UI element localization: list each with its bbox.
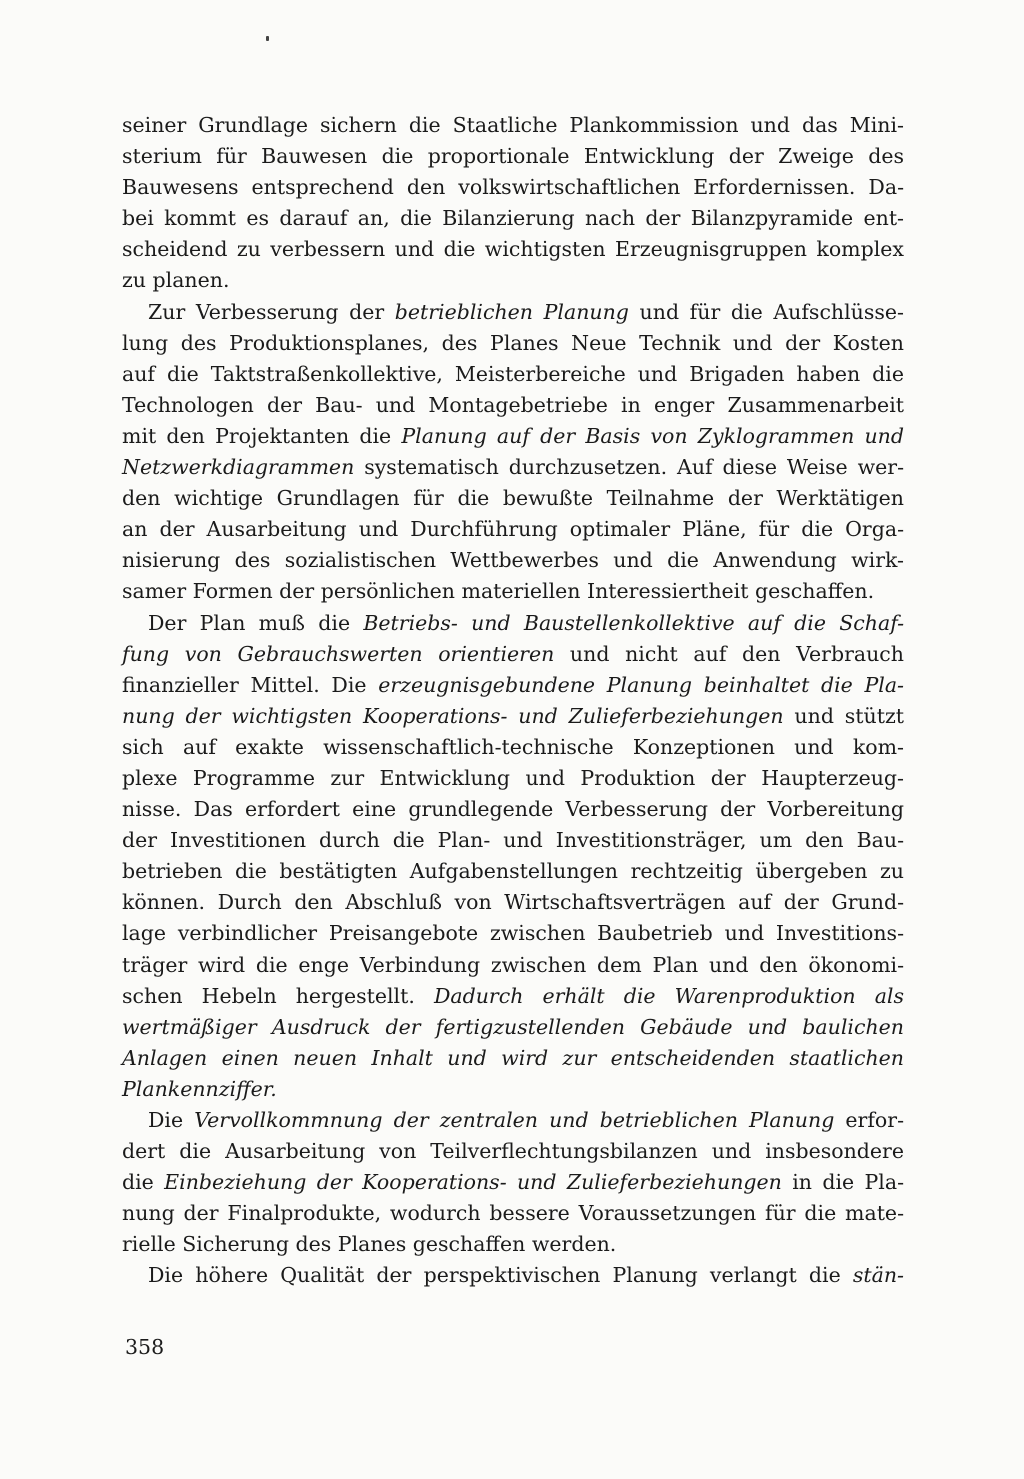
text-run: nisierung des sozialistischen Wettbewerbes und die Anwendung wirk- — [122, 548, 904, 573]
text-run: rielle Sicherung des Planes geschaffen werden. — [122, 1232, 617, 1257]
italic-text: fung von Gebrauchswerten orientieren — [122, 641, 555, 666]
paragraph — [122, 1260, 904, 1291]
paragraph — [122, 608, 904, 1106]
text-line — [122, 918, 904, 949]
text-run: Die — [148, 1108, 195, 1132]
text-run: lage verbindlicher Preisangebote zwischen Baubetrieb und Investitions- — [122, 921, 904, 946]
text-run: an der Ausarbeitung und Durchführung optimaler Pläne, für die Orga- — [122, 517, 904, 542]
text-line — [122, 359, 904, 390]
text-line — [122, 1074, 904, 1105]
italic-text: Planung auf der Basis von Zyklogrammen und — [401, 423, 904, 448]
text-line — [122, 545, 904, 576]
text-run: auf die Taktstraßenkollektive, Meisterbereiche und Brigaden haben die — [122, 361, 904, 386]
paragraph — [122, 110, 904, 297]
text-line — [122, 825, 904, 856]
italic-text: erzeugnisgebundene Planung beinhaltet die Pla- — [378, 672, 904, 697]
text-run: scheidend zu verbessern und die wichtigsten Erzeugnisgruppen komplex — [122, 237, 904, 262]
text-line — [122, 576, 904, 607]
text-line — [122, 794, 904, 825]
text-run: den wichtige Grundlagen für die bewußte Teilnahme der Werktätigen — [122, 486, 904, 511]
text-run: plexe Programme zur Entwicklung und Produktion der Haupterzeug- — [122, 765, 904, 790]
text-run: können. Durch den Abschluß von Wirtschaftsverträgen auf der Grund- — [122, 890, 904, 915]
text-line — [122, 421, 904, 452]
text-line — [122, 1105, 904, 1136]
text-line — [122, 234, 904, 265]
text-run: und für die Aufschlüsse- — [628, 299, 904, 324]
paragraph — [122, 297, 904, 608]
text-run: betrieben die bestätigten Aufgabenstellungen rechtzeitig übergeben zu — [122, 859, 904, 884]
text-line — [122, 1260, 904, 1291]
text-line — [122, 732, 904, 763]
text-run: finanzieller Mittel. Die — [122, 672, 379, 697]
text-line — [122, 608, 904, 639]
text-line — [122, 110, 904, 141]
italic-text: Plankennziffer. — [122, 1076, 277, 1101]
text-line — [122, 1012, 904, 1043]
text-run: zu planen. — [122, 268, 230, 293]
text-line — [122, 452, 904, 483]
text-line — [122, 297, 904, 328]
italic-text: wertmäßiger Ausdruck der fertigzustellenden Gebäude und baulichen — [122, 1014, 904, 1039]
text-run: und stützt — [783, 703, 904, 728]
text-run: die — [122, 1170, 165, 1195]
text-line — [122, 887, 904, 918]
italic-text: Einbeziehung der Kooperations- und Zulieferbeziehungen — [164, 1170, 782, 1195]
text-line — [122, 141, 904, 172]
text-run: Die höhere Qualität der perspektivischen Planung verlangt die — [148, 1263, 853, 1288]
italic-text: nung der wichtigsten Kooperations- und Zulieferbeziehungen — [122, 703, 784, 728]
text-line — [122, 670, 904, 701]
italic-text: Vervollkommnung der zentralen und betrieblichen Planung — [194, 1108, 835, 1132]
text-line — [122, 701, 904, 732]
text-line — [122, 172, 904, 203]
text-run: Zur Verbesserung der — [148, 299, 395, 324]
text-line — [122, 981, 904, 1012]
text-run: in die Pla- — [781, 1170, 905, 1195]
text-line — [122, 483, 904, 514]
text-run: lung des Produktionsplanes, des Planes Neue Technik und der Kosten — [122, 330, 904, 355]
text-run: systematisch durchzusetzen. Auf diese Weise wer- — [354, 455, 904, 480]
text-run: sich auf exakte wissenschaftlich-technische Konzeptionen und kom- — [122, 734, 904, 759]
text-line — [122, 856, 904, 887]
italic-text: Dadurch erhält die Warenproduktion als — [433, 983, 904, 1008]
text-line — [122, 763, 904, 794]
italic-text: stän- — [852, 1263, 904, 1288]
text-line — [122, 265, 904, 296]
scan-speck — [266, 36, 269, 41]
text-run: erfor- — [834, 1108, 905, 1132]
text-line — [122, 950, 904, 981]
text-line — [122, 1136, 904, 1167]
italic-text: Netzwerkdiagrammen — [122, 455, 355, 480]
text-line — [122, 639, 904, 670]
paragraph — [122, 1105, 904, 1260]
text-run: mit den Projektanten die — [122, 423, 402, 448]
italic-text: betrieblichen Planung — [394, 299, 629, 324]
text-run: träger wird die enge Verbindung zwischen dem Plan und den ökonomi- — [122, 952, 904, 977]
text-run: schen Hebeln hergestellt. — [122, 983, 434, 1008]
italic-text: Anlagen einen neuen Inhalt und wird zur entscheidenden staatlichen — [122, 1045, 904, 1070]
text-run: Der Plan muß die — [148, 610, 364, 635]
text-run: bei kommt es darauf an, die Bilanzierung nach der Bilanzpyramide ent- — [122, 206, 904, 231]
text-run: sterium für Bauwesen die proportionale Entwicklung der Zweige des — [122, 144, 904, 169]
text-line — [122, 390, 904, 421]
page-number: 358 — [125, 1335, 165, 1359]
text-line — [122, 1167, 904, 1198]
body-text — [122, 110, 904, 1292]
text-run: dert die Ausarbeitung von Teilverflechtungsbilanzen und insbesondere — [122, 1139, 904, 1164]
text-run: nung der Finalprodukte, wodurch bessere Voraussetzungen für die mate- — [122, 1201, 904, 1226]
text-line — [122, 328, 904, 359]
text-run: der Investitionen durch die Plan- und Investitionsträger, um den Bau- — [122, 828, 904, 853]
text-line — [122, 514, 904, 545]
text-run: seiner Grundlage sichern die Staatliche Plankommission und das Mini- — [122, 113, 904, 137]
text-line — [122, 1198, 904, 1229]
text-run: Bauwesens entsprechend den volkswirtschaftlichen Erfordernissen. Da- — [122, 175, 904, 200]
text-run: Technologen der Bau- und Montagebetriebe in enger Zusammenarbeit — [122, 392, 904, 417]
italic-text: Betriebs- und Baustellenkollektive auf die Schaf- — [363, 610, 904, 635]
text-line — [122, 1229, 904, 1260]
text-run: und nicht auf den Verbrauch — [554, 641, 904, 666]
text-line — [122, 203, 904, 234]
text-line — [122, 1043, 904, 1074]
text-run: samer Formen der persönlichen materiellen Interessiertheit geschaffen. — [122, 579, 875, 604]
text-run: nisse. Das erfordert eine grundlegende Verbesserung der Vorbereitung — [122, 797, 904, 822]
